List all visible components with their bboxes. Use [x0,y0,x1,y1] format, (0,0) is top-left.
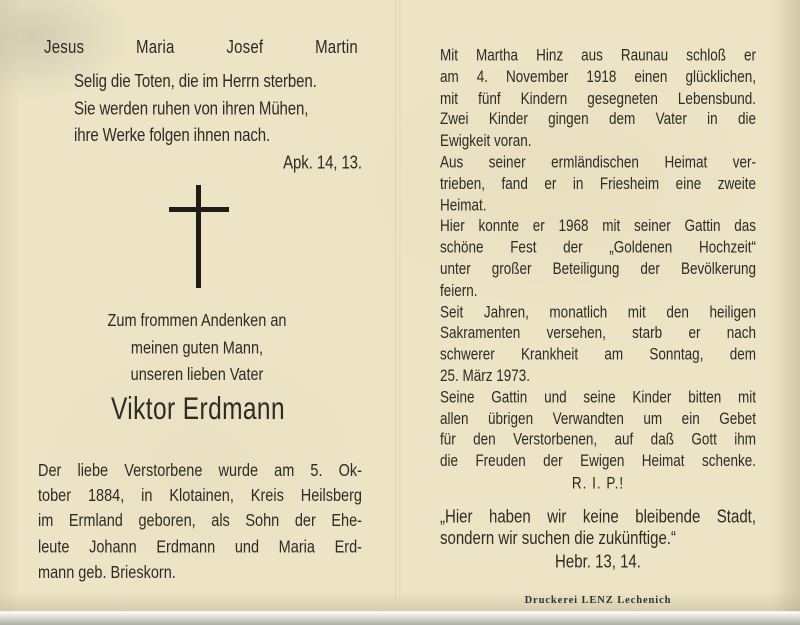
biography-line: im Ermland geboren, als Sohn der Ehe- [38,512,362,532]
obituary-line: trieben, fand er in Friesheim eine zweite [440,174,756,193]
obituary-line: allen übrigen Verwandten um ein Gebet [440,409,756,428]
card-fold-crease [394,0,401,600]
biography-line: leute Johann Erdmann und Maria Erd- [38,537,362,557]
scanner-background-strip [0,611,800,625]
printer-imprint: Druckerei LENZ Lechenich [524,595,672,606]
scripture-citation: Apk. 14, 13. [283,152,362,173]
obituary-line: am 4. November 1918 einen glücklichen, [440,67,756,86]
scripture-line: ihre Werke folgen ihnen nach. [74,125,271,146]
biography-line: tober 1884, in Klotainen, Kreis Heilsberg [38,486,362,507]
obituary-line: Heimat. [440,195,487,214]
obituary-line: schwerer Krankheit am Sonntag, dem [440,345,756,364]
dedication-line: Zum frommen Andenken an [107,311,287,331]
obituary-line: Hier konnte er 1968 mit seiner Gattin das [440,217,756,236]
scripture-line: Sie werden ruhen von ihren Mühen, [74,98,309,119]
closing-quote-line: sondern wir suchen die zukünftige.“ [440,528,676,549]
obituary-line: Seit Jahren, monatlich mit den heiligen [440,302,756,321]
obituary-line: für den Verstorbenen, auf daß Gott ihm [440,430,756,449]
obituary-line: schöne Fest der „Goldenen Hochzeit“ [440,238,756,257]
obituary-line: die Freuden der Ewigen Heimat schenke. [440,451,756,470]
obituary-line: Aus seiner ermländischen Heimat ver- [440,152,756,171]
obituary-line: 25. März 1973. [440,366,531,385]
invocation-names [44,37,358,58]
obituary-line: mit fünf Kindern gesegneten Lebensbund. [440,88,756,107]
obituary-line: Ewigkeit voran. [440,131,532,150]
obituary-line: Mit Martha Hinz aus Raunau schloß er [440,46,756,65]
invocation-name: Maria [136,37,175,58]
scripture-line: Selig die Toten, die im Herrn sterben. [74,71,317,92]
rip-abbreviation: R. I. P.! [571,474,625,492]
biography-line: Der liebe Verstorbene wurde am 5. Ok- [38,461,362,481]
closing-scripture-quote [440,507,756,549]
obituary-line: feiern. [440,281,478,300]
dedication-text [58,308,336,389]
closing-scripture-citation: Hebr. 13, 14. [555,552,641,573]
deceased-name: Viktor Erdmann [110,392,285,427]
cross-horizontal-bar [169,207,229,212]
obituary-line: unter großer Beteiligung der Bevölkerung [440,259,756,278]
dedication-line: meinen guten Mann, [130,338,264,358]
cross-vertical-bar [196,185,201,288]
biography-paragraph [38,459,362,586]
obituary-text [440,45,756,472]
obituary-line: Seine Gattin und seine Kinder bitten mit [440,387,756,406]
obituary-line: Sakramenten versehen, starb er nach [440,323,756,342]
invocation-name: Josef [226,37,264,58]
biography-line: mann geb. Brieskorn. [38,563,176,583]
closing-quote-line: „Hier haben wir keine bleibende Stadt, [440,507,756,528]
invocation-name: Martin [315,37,358,58]
scripture-quote [74,69,362,177]
dedication-line: unseren lieben Vater [130,365,264,385]
obituary-line: Zwei Kinder gingen dem Vater in die [440,110,756,129]
invocation-name: Jesus [44,37,85,58]
